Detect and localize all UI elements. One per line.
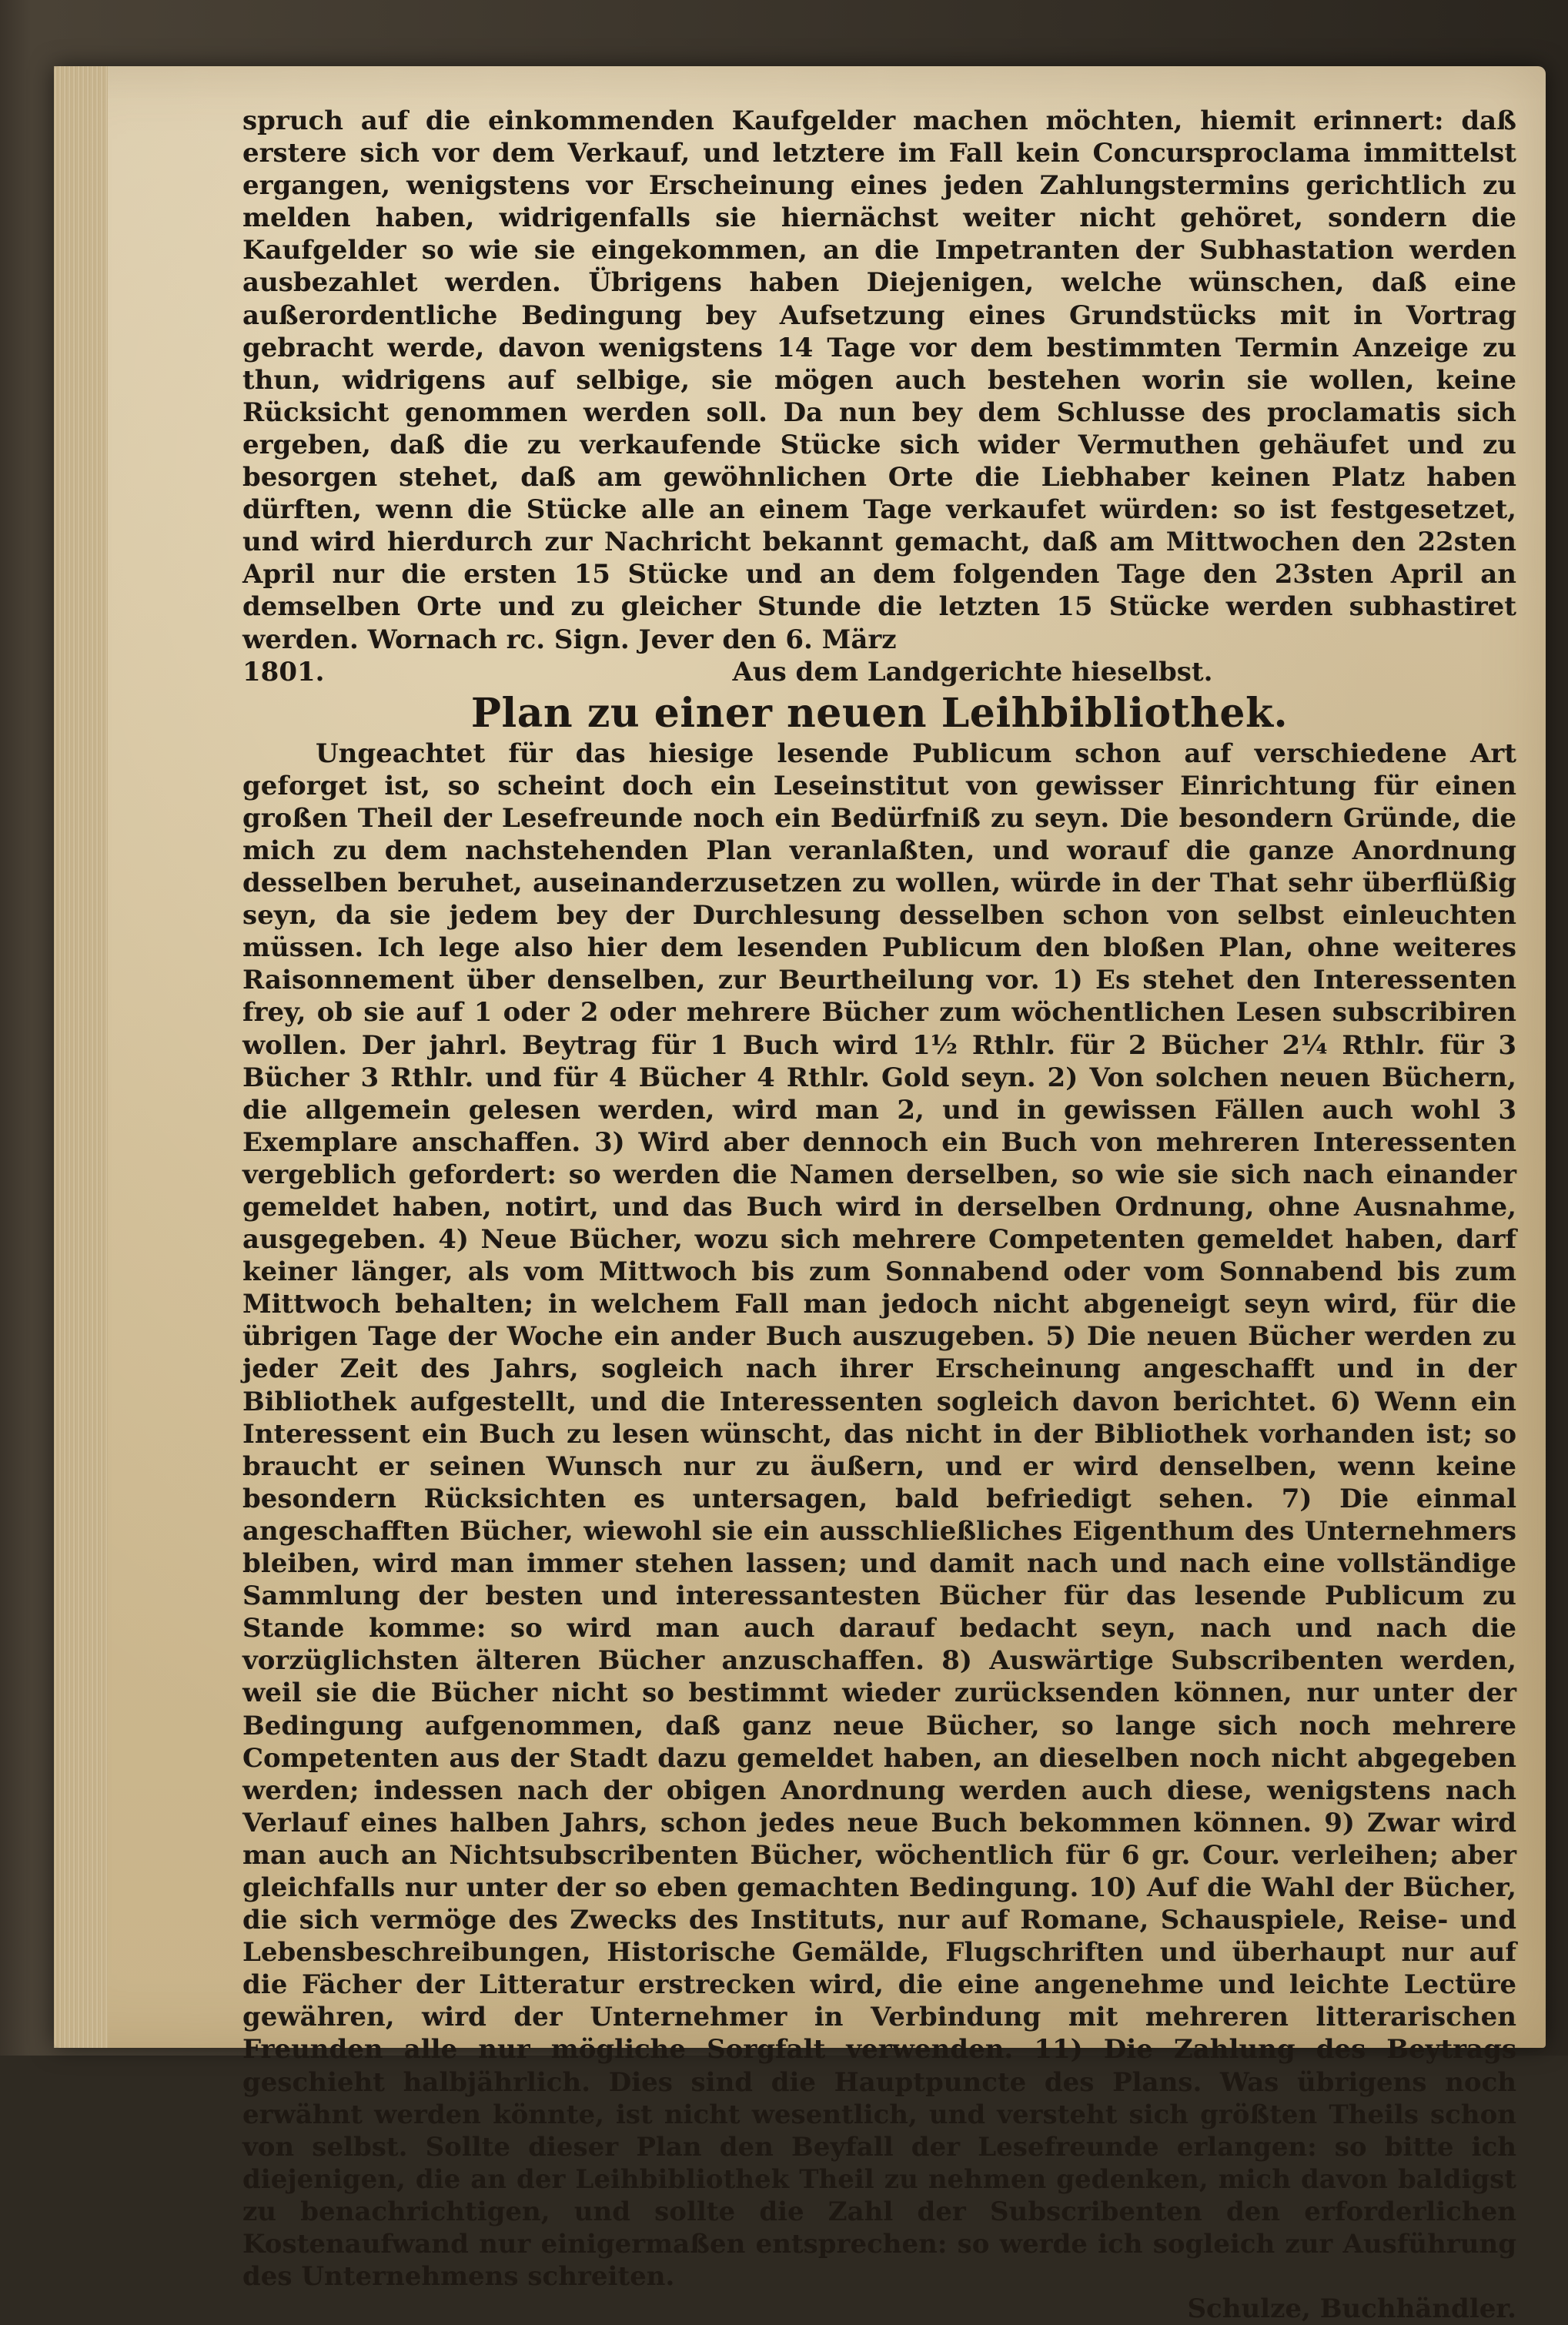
notice-year: 1801. bbox=[242, 656, 325, 687]
page-text bbox=[242, 105, 1516, 2325]
signature-line bbox=[242, 2293, 1516, 2325]
article-body: Ungeachtet für das hiesige lesende Publicum schon auf verschiedene Art geforget ist, so scheint doch ein Leseinstitut von gewisser Einrichtung für einen großen Theil der Lesefreunde noch ein Bedürfniß zu seyn. Die besondern Gründe, die mich zu dem nachstehenden Plan veranlaßten, und worauf die ganze Anordnung desselben beruhet, auseinanderzusetzen zu wollen, würde in der That sehr überflüßig seyn, da sie jedem bey der Durchlesung desselben schon von selbst einleuchten müssen. Ich lege also hier dem lesenden Publicum den bloßen Plan, ohne weiteres Raisonnement über denselben, zur Beurtheilung vor. 1) Es stehet den Interessenten frey, ob sie auf 1 oder 2 oder mehrere Bücher zum wöchentlichen Lesen subscribiren wollen. Der jahrl. Beytrag für 1 Buch wird 1½ Rthlr. für 2 Bücher 2¼ Rthlr. für 3 Bücher 3 Rthlr. und für 4 Bücher 4 Rthlr. Gold seyn. 2) Von solchen neuen Büchern, die allgemein gelesen werden, wird man 2, und in gewissen Fällen auch wohl 3 Exemplare anschaffen. 3) Wird aber dennoch ein Buch von mehreren Interessenten vergeblich gefordert: so werden die Namen derselben, so wie sie sich nach einander gemeldet haben, notirt, und das Buch wird in derselben Ordnung, ohne Ausnahme, ausgegeben. 4) Neue Bücher, wozu sich mehrere Competenten gemeldet haben, darf keiner länger, als vom Mittwoch bis zum Sonnabend oder vom Sonnabend bis zum Mittwoch behalten; in welchem Fall man jedoch nicht abgeneigt seyn wird, für die übrigen Tage der Woche ein ander Buch auszugeben. 5) Die neuen Bücher werden zu jeder Zeit des Jahrs, sogleich nach ihrer Erscheinung angeschafft und in der Bibliothek aufgestellt, und die Interessenten sogleich davon berichtet. 6) Wenn ein Interessent ein Buch zu lesen wünscht, das nicht in der Bibliothek vorhanden ist; so braucht er seinen Wunsch nur zu äußern, und er wird denselben, wenn keine besondern Rücksichten es untersagen, bald befriedigt sehen. 7) Die einmal angeschafften Bücher, wiewohl sie ein ausschließliches Eigenthum des Unternehmers bleiben, wird man immer stehen lassen; und damit nach und nach eine vollständige Sammlung der besten und interessantesten Bücher für das lesende Publicum zu Stande komme: so wird man auch darauf bedacht seyn, nach und nach die vorzüglichsten älteren Bücher anzuschaffen. 8) Auswärtige Subscribenten werden, weil sie die Bücher nicht so bestimmt wieder zurücksenden können, nur unter der Bedingung aufgenommen, daß ganz neue Bücher, so lange sich noch mehrere Competenten aus der Stadt dazu gemeldet haben, an dieselben noch nicht abgegeben werden; indessen nach der obigen Anordnung werden auch diese, wenigstens nach Verlauf eines halben Jahrs, schon jedes neue Buch bekommen können. 9) Zwar wird man auch an Nichtsubscribenten Bücher, wöchentlich für 6 gr. Cour. verleihen; aber gleichfalls nur unter der so eben gemachten Bedingung. 10) Auf die Wahl der Bücher, die sich vermöge des Zwecks des Instituts, nur auf Romane, Schauspiele, Reise- und Lebensbeschreibungen, Historische Gemälde, Flugschriften und überhaupt nur auf die Fächer der Litteratur erstrecken wird, die eine angenehme und leichte Lectüre gewähren, wird der Unternehmer in Verbindung mit mehreren litterarischen Freunden alle nur mögliche Sorgfalt verwenden. 11) Die Zahlung des Beytrags geschieht halbjährlich. Dies sind die Hauptpuncte des Plans. Was übrigens noch erwähnt werden könnte, ist nicht wesentlich, und versteht sich größten Theils schon von selbst. Sollte dieser Plan den Beyfall der Lesefreunde erlangen: so bitte ich diejenigen, die an der Leihbibliothek Theil zu nehmen gedenken, mich davon baldigst zu benachrichtigen, und sollte die Zahl der Subscribenten den erforderlichen Kostenaufwand nur einigermaßen entsprechen: so werde ich sogleich zur Ausführung des Unternehmens schreiten. bbox=[242, 738, 1516, 2293]
notice-court: Aus dem Landgerichte hieselbst. bbox=[732, 656, 1213, 687]
page-edge bbox=[54, 66, 108, 2048]
notice-paragraph: spruch auf die einkommenden Kaufgelder machen möchten, hiemit erinnert: daß erstere sich vor dem Verkauf, und letztere im Fall kein Concursproclama immittelst ergangen, wenigstens vor Erscheinung eines jeden Zahlungstermins gerichtlich zu melden haben, widrigenfalls sie hiernächst weiter nicht gehöret, sondern die Kaufgelder so wie sie eingekommen, an die Impetranten der Subhastation werden ausbezahlet werden. Übrigens haben Diejenigen, welche wünschen, daß eine außerordentliche Bedingung bey Aufsetzung eines Grundstücks mit in Vortrag gebracht werde, davon wenigstens 14 Tage vor dem bestimmten Termin Anzeige zu thun, widrigens auf selbige, sie mögen auch bestehen worin sie wollen, keine Rücksicht genommen werden soll. Da nun bey dem Schlusse des proclamatis sich ergeben, daß die zu verkaufende Stücke sich wider Vermuthen gehäufet und zu besorgen stehet, daß am gewöhnlichen Orte die Liebhaber keinen Platz haben dürften, wenn die Stücke alle an einem Tage verkaufet würden: so ist festgesetzet, und wird hierdurch zur Nachricht bekannt gemacht, daß am Mittwochen den 22sten April nur die ersten 15 Stücke und an dem folgenden Tage den 23sten April an demselben Orte und zu gleicher Stunde die letzten 15 Stücke werden subhastiret werden. Wornach rc. Sign. Jever den 6. März bbox=[242, 105, 1516, 655]
newspaper-page bbox=[54, 66, 1546, 2325]
notice-dateline bbox=[242, 656, 1516, 688]
article-title: Plan zu einer neuen Leihbibliothek. bbox=[470, 689, 1289, 737]
article-signature: Schulze, Buchhändler. bbox=[1187, 2293, 1516, 2325]
